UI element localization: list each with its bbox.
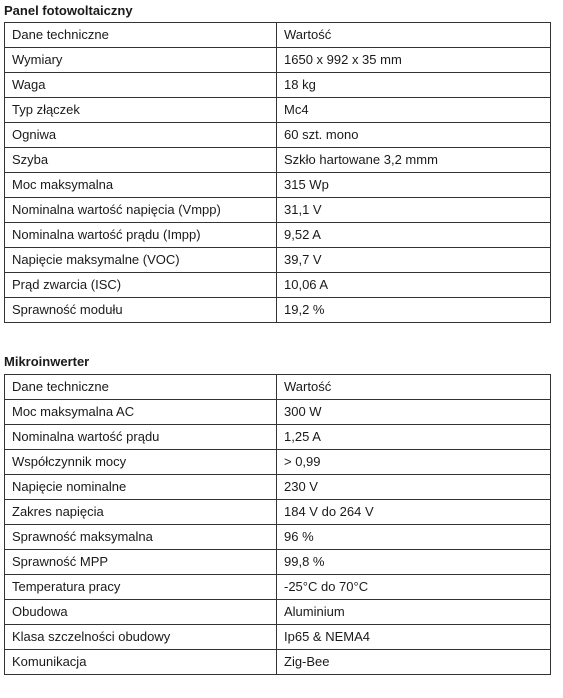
table-header-row <box>5 375 551 400</box>
value-cell: Szkło hartowane 3,2 mmm <box>277 148 551 173</box>
value-cell: 99,8 % <box>277 550 551 575</box>
value-cell: Ip65 & NEMA4 <box>277 625 551 650</box>
value-cell: 39,7 V <box>277 248 551 273</box>
table-row <box>5 400 551 425</box>
parameter-cell: Napięcie nominalne <box>5 475 277 500</box>
parameter-cell: Nominalna wartość prądu <box>5 425 277 450</box>
microinverter-section-title: Mikroinwerter <box>4 354 90 369</box>
parameter-cell: Sprawność modułu <box>5 298 277 323</box>
table-row <box>5 48 551 73</box>
table-row <box>5 525 551 550</box>
table-row <box>5 575 551 600</box>
parameter-cell: Współczynnik mocy <box>5 450 277 475</box>
parameter-cell: Sprawność MPP <box>5 550 277 575</box>
value-cell: 96 % <box>277 525 551 550</box>
table-header-row <box>5 23 551 48</box>
value-cell: 18 kg <box>277 73 551 98</box>
parameter-cell: Moc maksymalna AC <box>5 400 277 425</box>
header-cell-value: Wartość <box>277 375 551 400</box>
table-row <box>5 198 551 223</box>
parameter-cell: Prąd zwarcia (ISC) <box>5 273 277 298</box>
table-row <box>5 500 551 525</box>
value-cell: 60 szt. mono <box>277 123 551 148</box>
table-row <box>5 173 551 198</box>
microinverter-spec-table <box>4 374 551 675</box>
table-row <box>5 550 551 575</box>
value-cell: 10,06 A <box>277 273 551 298</box>
value-cell: > 0,99 <box>277 450 551 475</box>
table-row <box>5 475 551 500</box>
parameter-cell: Napięcie maksymalne (VOC) <box>5 248 277 273</box>
value-cell: 1,25 A <box>277 425 551 450</box>
table-row <box>5 73 551 98</box>
value-cell: 1650 x 992 x 35 mm <box>277 48 551 73</box>
table-row <box>5 425 551 450</box>
value-cell: 300 W <box>277 400 551 425</box>
parameter-cell: Moc maksymalna <box>5 173 277 198</box>
parameter-cell: Waga <box>5 73 277 98</box>
table-row <box>5 625 551 650</box>
value-cell: 315 Wp <box>277 173 551 198</box>
value-cell: Aluminium <box>277 600 551 625</box>
table-row <box>5 650 551 675</box>
parameter-cell: Typ złączek <box>5 98 277 123</box>
header-cell-parameter: Dane techniczne <box>5 23 277 48</box>
header-cell-parameter: Dane techniczne <box>5 375 277 400</box>
value-cell: Zig-Bee <box>277 650 551 675</box>
parameter-cell: Klasa szczelności obudowy <box>5 625 277 650</box>
parameter-cell: Wymiary <box>5 48 277 73</box>
value-cell: 9,52 A <box>277 223 551 248</box>
table-row <box>5 123 551 148</box>
parameter-cell: Obudowa <box>5 600 277 625</box>
table-row <box>5 223 551 248</box>
parameter-cell: Temperatura pracy <box>5 575 277 600</box>
table-row <box>5 600 551 625</box>
value-cell: Mc4 <box>277 98 551 123</box>
value-cell: 19,2 % <box>277 298 551 323</box>
panel-section-title: Panel fotowoltaiczny <box>4 3 133 18</box>
parameter-cell: Ogniwa <box>5 123 277 148</box>
panel-spec-table <box>4 22 551 323</box>
table-row <box>5 273 551 298</box>
parameter-cell: Zakres napięcia <box>5 500 277 525</box>
value-cell: 230 V <box>277 475 551 500</box>
table-row <box>5 450 551 475</box>
parameter-cell: Nominalna wartość prądu (Impp) <box>5 223 277 248</box>
table-row <box>5 298 551 323</box>
table-row <box>5 148 551 173</box>
table-row <box>5 98 551 123</box>
parameter-cell: Szyba <box>5 148 277 173</box>
parameter-cell: Nominalna wartość napięcia (Vmpp) <box>5 198 277 223</box>
parameter-cell: Komunikacja <box>5 650 277 675</box>
value-cell: 31,1 V <box>277 198 551 223</box>
value-cell: -25°C do 70°C <box>277 575 551 600</box>
table-row <box>5 248 551 273</box>
value-cell: 184 V do 264 V <box>277 500 551 525</box>
parameter-cell: Sprawność maksymalna <box>5 525 277 550</box>
header-cell-value: Wartość <box>277 23 551 48</box>
